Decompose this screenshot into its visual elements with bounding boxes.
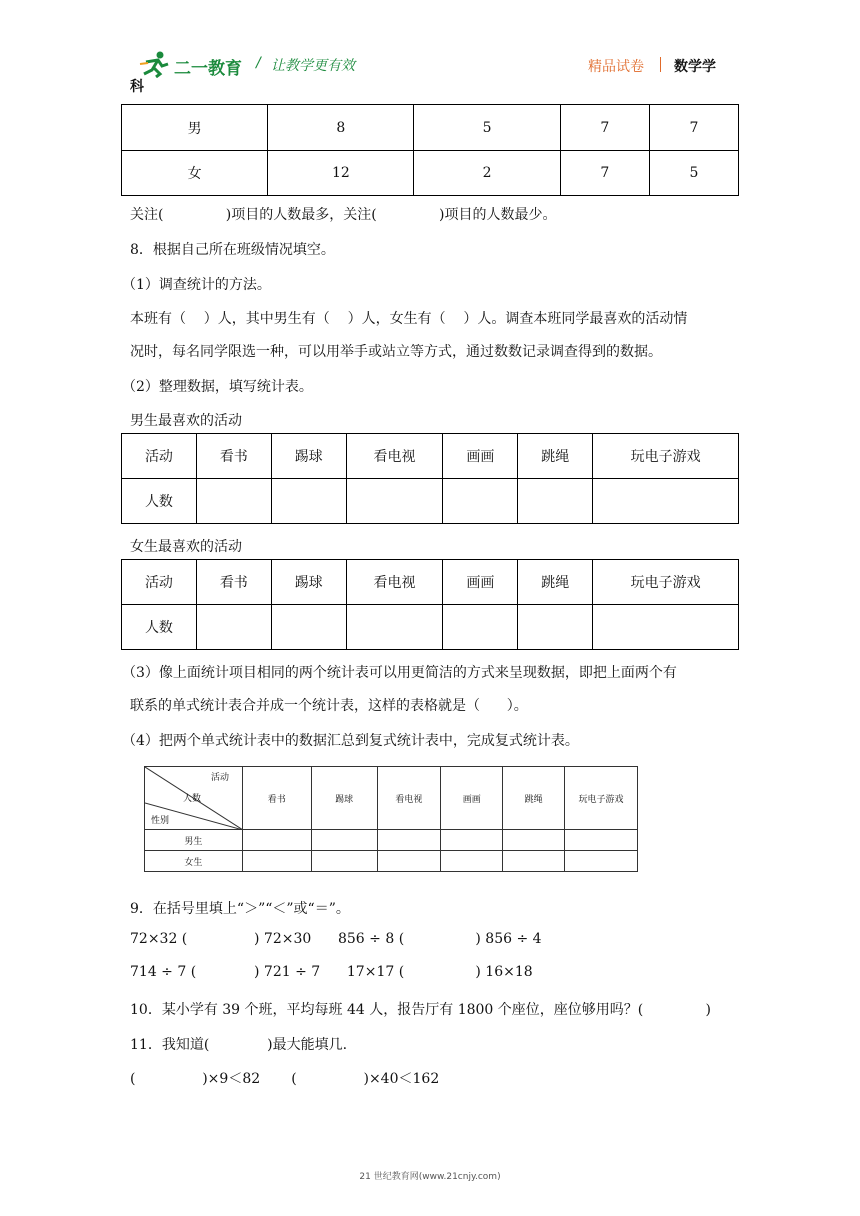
blank-cell[interactable] xyxy=(196,605,271,650)
table-row xyxy=(145,851,638,872)
column-header: 踢球 xyxy=(271,434,346,479)
column-header: 看书 xyxy=(242,767,311,830)
column-header: 跳绳 xyxy=(503,767,565,830)
footer: 21 世纪教育网(www.21cnjy.com) xyxy=(359,1172,501,1182)
slogan: 让教学更有效 xyxy=(271,58,355,74)
column-header: 画画 xyxy=(441,767,503,830)
diag-label-count: 人数 xyxy=(183,794,202,804)
blank-cell[interactable] xyxy=(593,479,739,524)
survey-table xyxy=(121,104,739,196)
row-label: 女生 xyxy=(145,851,243,872)
q9-row1: 72×32 ( ) 72×30 856 ÷ 8 ( ) 856 ÷ 4 xyxy=(130,931,542,947)
table-cell: 2 xyxy=(414,151,560,196)
column-header: 跳绳 xyxy=(518,434,593,479)
girls-activity-table xyxy=(121,559,739,650)
blank-cell[interactable] xyxy=(377,830,441,851)
q8-title: 8．根据自己所在班级情况填空。 xyxy=(130,242,335,258)
blank-cell[interactable] xyxy=(196,479,271,524)
column-header: 看电视 xyxy=(346,560,443,605)
blank-cell[interactable] xyxy=(443,605,518,650)
table-row xyxy=(122,479,739,524)
blank-cell[interactable] xyxy=(518,605,593,650)
table-cell: 12 xyxy=(268,151,414,196)
row-label: 男生 xyxy=(145,830,243,851)
q11: 11．我知道( )最大能填几. xyxy=(130,1037,348,1053)
column-header: 画画 xyxy=(443,560,518,605)
blank-cell[interactable] xyxy=(443,479,518,524)
table-row xyxy=(122,605,739,650)
table-header-row xyxy=(122,560,739,605)
q8-part2: （2）整理数据，填写统计表。 xyxy=(122,379,313,395)
blank-cell[interactable] xyxy=(565,830,638,851)
table-cell: 男 xyxy=(122,105,268,151)
logo-runner-icon xyxy=(138,50,172,78)
table-cell: 8 xyxy=(268,105,414,151)
blank-cell[interactable] xyxy=(311,830,377,851)
column-header: 玩电子游戏 xyxy=(593,434,739,479)
row-label: 人数 xyxy=(122,479,197,524)
diag-label-gender: 性别 xyxy=(151,816,170,826)
q8-part1-text2: 况时，每名同学限选一种，可以用举手或站立等方式，通过数数记录调查得到的数据。 xyxy=(130,344,662,360)
table-row xyxy=(122,105,739,151)
q8-part1-text1: 本班有（ ）人，其中男生有（ ）人，女生有（ ）人。调查本班同学最喜欢的活动情 xyxy=(130,311,688,327)
q7-tail: 关注( )项目的人数最多，关注( )项目的人数最少。 xyxy=(130,207,557,223)
diagonal-header-cell xyxy=(145,767,243,830)
blank-cell[interactable] xyxy=(311,851,377,872)
q8-part3-b: 联系的单式统计表合并成一个统计表，这样的表格就是（ ）。 xyxy=(130,698,528,714)
girls-caption: 女生最喜欢的活动 xyxy=(130,539,242,555)
header xyxy=(130,48,730,88)
blank-cell[interactable] xyxy=(503,830,565,851)
q9-title: 9．在括号里填上“＞”“＜”或“＝”。 xyxy=(130,901,350,917)
boys-caption: 男生最喜欢的活动 xyxy=(130,413,242,429)
table-header-row xyxy=(122,434,739,479)
column-header: 看电视 xyxy=(377,767,441,830)
blank-cell[interactable] xyxy=(518,479,593,524)
q10: 10．某小学有 39 个班，平均每班 44 人，报告厅有 1800 个座位，座位够用吗？( ) xyxy=(130,1002,711,1018)
column-header: 玩电子游戏 xyxy=(593,560,739,605)
table-cell: 女 xyxy=(122,151,268,196)
blank-cell[interactable] xyxy=(565,851,638,872)
blank-cell[interactable] xyxy=(441,851,503,872)
column-header: 看书 xyxy=(196,560,271,605)
diag-label-activity: 活动 xyxy=(211,773,230,783)
table-cell: 5 xyxy=(649,151,738,196)
column-header: 看电视 xyxy=(346,434,443,479)
table-row xyxy=(122,151,739,196)
header-label: 精品试卷 xyxy=(588,59,644,75)
column-header: 踢球 xyxy=(311,767,377,830)
table-cell: 7 xyxy=(649,105,738,151)
compound-table xyxy=(144,766,638,872)
table-cell: 5 xyxy=(414,105,560,151)
q8-part1: （1）调查统计的方法。 xyxy=(122,277,271,293)
blank-cell[interactable] xyxy=(441,830,503,851)
column-header: 玩电子游戏 xyxy=(565,767,638,830)
blank-cell[interactable] xyxy=(242,830,311,851)
row-label: 人数 xyxy=(122,605,197,650)
blank-cell[interactable] xyxy=(346,479,443,524)
q8-part4: （4）把两个单式统计表中的数据汇总到复式统计表中，完成复式统计表。 xyxy=(122,733,579,749)
column-header: 活动 xyxy=(122,560,197,605)
logo-text: 二一教育 xyxy=(174,59,242,79)
q9-row2: 714 ÷ 7 ( ) 721 ÷ 7 17×17 ( ) 16×18 xyxy=(130,964,533,980)
blank-cell[interactable] xyxy=(242,851,311,872)
q11-row: ( )×9＜82 ( )×40＜162 xyxy=(130,1071,440,1087)
column-header: 画画 xyxy=(443,434,518,479)
blank-cell[interactable] xyxy=(503,851,565,872)
blank-cell[interactable] xyxy=(271,605,346,650)
blank-cell[interactable] xyxy=(593,605,739,650)
column-header: 活动 xyxy=(122,434,197,479)
blank-cell[interactable] xyxy=(377,851,441,872)
slogan-divider: / xyxy=(256,55,261,71)
header-subject-wrap: 科 xyxy=(130,79,144,95)
table-row xyxy=(145,830,638,851)
header-separator xyxy=(660,57,661,72)
blank-cell[interactable] xyxy=(346,605,443,650)
table-cell: 7 xyxy=(560,105,649,151)
blank-cell[interactable] xyxy=(271,479,346,524)
column-header: 看书 xyxy=(196,434,271,479)
q8-part3-a: （3）像上面统计项目相同的两个统计表可以用更简洁的方式来呈现数据，即把上面两个有 xyxy=(122,665,677,681)
column-header: 踢球 xyxy=(271,560,346,605)
table-header-row xyxy=(145,767,638,830)
header-subject: 数学学 xyxy=(674,59,716,75)
boys-activity-table xyxy=(121,433,739,524)
column-header: 跳绳 xyxy=(518,560,593,605)
table-cell: 7 xyxy=(560,151,649,196)
